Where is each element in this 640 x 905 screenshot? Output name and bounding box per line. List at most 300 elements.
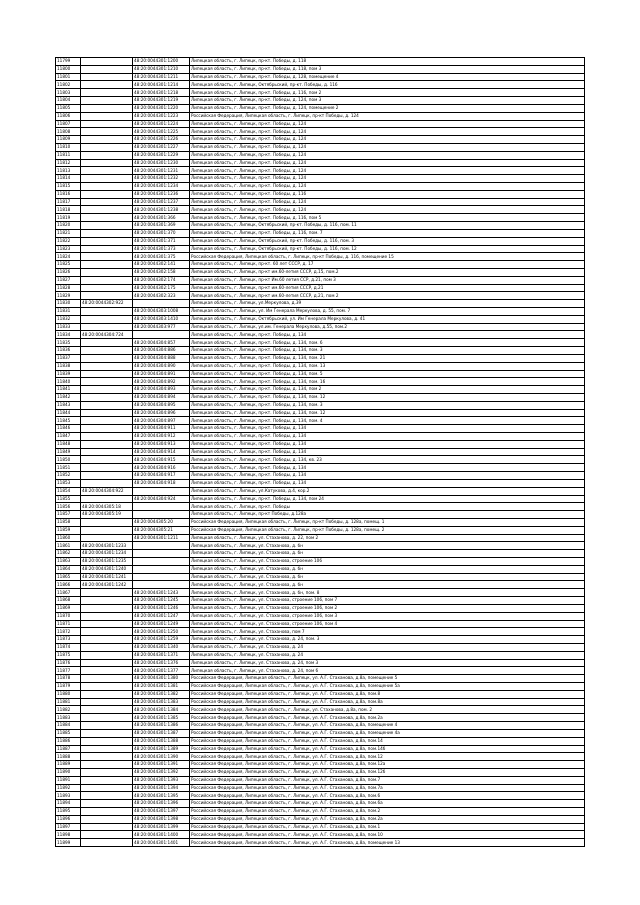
cadastral-number-cell: 48:20:0044301:1230 bbox=[133, 159, 190, 167]
row-number-cell: 11893 bbox=[56, 792, 81, 800]
row-number-cell: 11863 bbox=[56, 558, 81, 566]
address-cell: Липецкая область, г. Липецк, пр-кт. Победы bbox=[190, 503, 585, 511]
cadastral-number-cell: 48:20:0044304:891 bbox=[133, 370, 190, 378]
row-number-cell: 11807 bbox=[56, 120, 81, 128]
address-cell: Липецкая область, г. Липецк, пр-кт. Победы, д. 134, пом. 12 bbox=[190, 409, 585, 417]
table-row bbox=[56, 643, 585, 651]
parent-cadastral-number-cell: 48:20:0044304:724 bbox=[81, 331, 133, 339]
address-cell: Липецкая область, г. Липецк, пр-кт. Победы, д. 134, пом. 4 bbox=[190, 417, 585, 425]
table-row bbox=[56, 128, 585, 136]
cadastral-number-cell: 48:20:0044301:1218 bbox=[133, 89, 190, 97]
row-number-cell: 11889 bbox=[56, 761, 81, 769]
cadastral-number-cell: 48:20:0044304:857 bbox=[133, 339, 190, 347]
table-row bbox=[56, 659, 585, 667]
cadastral-number-cell bbox=[133, 300, 190, 308]
cadastral-number-cell: 48:20:0044304:916 bbox=[133, 464, 190, 472]
row-number-cell: 11872 bbox=[56, 628, 81, 636]
table-row bbox=[56, 339, 585, 347]
address-cell: Российская Федерация, Липецкая область, г. Липецк, ул. А.Г. Стаханова, д.8а, пом.6 bbox=[190, 792, 585, 800]
address-cell: Липецкая область, г. Липецк, Октябрьский, пр-кт. Победы, д. 116, пом. 11 bbox=[190, 222, 585, 230]
row-number-cell: 11851 bbox=[56, 464, 81, 472]
row-number-cell: 11844 bbox=[56, 409, 81, 417]
address-cell: Липецкая область, г. Липецк, пр-кт Им.60 летия ССР, д.21, пом 3 bbox=[190, 276, 585, 284]
cadastral-number-cell: 48:20:0044302:323 bbox=[133, 292, 190, 300]
cadastral-number-cell: 48:20:0044301:1386 bbox=[133, 722, 190, 730]
parent-cadastral-number-cell bbox=[81, 589, 133, 597]
parent-cadastral-number-cell bbox=[81, 347, 133, 355]
table-row bbox=[56, 518, 585, 526]
row-number-cell: 11820 bbox=[56, 222, 81, 230]
address-cell: Липецкая область, г. Липецк, ул. Стаханова, д. 24 bbox=[190, 643, 585, 651]
address-cell: Липецкая область, г. Липецк, Октябрьский, пр-кт. Победы, д. 116 bbox=[190, 81, 585, 89]
table-row bbox=[56, 347, 585, 355]
row-number-cell: 11819 bbox=[56, 214, 81, 222]
row-number-cell: 11832 bbox=[56, 315, 81, 323]
address-cell: Липецкая область, г. Липецк, пр-кт. Победы, д. 116, пом 5 bbox=[190, 214, 585, 222]
table-row bbox=[56, 464, 585, 472]
table-row bbox=[56, 831, 585, 839]
table-row bbox=[56, 190, 585, 198]
table-row bbox=[56, 651, 585, 659]
parent-cadastral-number-cell bbox=[81, 729, 133, 737]
table-row bbox=[56, 167, 585, 175]
parent-cadastral-number-cell bbox=[81, 604, 133, 612]
row-number-cell: 11818 bbox=[56, 206, 81, 214]
cadastral-number-cell: 48:20:0044301:1223 bbox=[133, 112, 190, 120]
parent-cadastral-number-cell bbox=[81, 175, 133, 183]
cadastral-number-cell: 48:20:0044301:1238 bbox=[133, 206, 190, 214]
table-row bbox=[56, 448, 585, 456]
table-row bbox=[56, 362, 585, 370]
row-number-cell: 11890 bbox=[56, 768, 81, 776]
parent-cadastral-number-cell bbox=[81, 440, 133, 448]
cadastral-number-cell: 48:20:0044301:1401 bbox=[133, 839, 190, 847]
table-row bbox=[56, 589, 585, 597]
parent-cadastral-number-cell bbox=[81, 425, 133, 433]
parent-cadastral-number-cell bbox=[81, 284, 133, 292]
table-row bbox=[56, 776, 585, 784]
address-cell: Липецкая область, г. Липецк, пр-кт. Победы, д. 116 bbox=[190, 190, 585, 198]
address-cell: Липецкая область, г. Липецк, Октябрьский, пр-кт. Победы, д. 116, пом. 3 bbox=[190, 237, 585, 245]
table-row bbox=[56, 761, 585, 769]
cadastral-number-cell: 48:20:0044304:896 bbox=[133, 409, 190, 417]
row-number-cell: 11895 bbox=[56, 808, 81, 816]
parent-cadastral-number-cell bbox=[81, 167, 133, 175]
cadastral-number-cell: 48:20:0044304:913 bbox=[133, 440, 190, 448]
parent-cadastral-number-cell bbox=[81, 800, 133, 808]
address-cell: Липецкая область, г. Липецк, пр-кт. Победы, д. 128, помещение 4 bbox=[190, 73, 585, 81]
table-row bbox=[56, 573, 585, 581]
table-row bbox=[56, 753, 585, 761]
address-cell: Липецкая область, г. Липецк, ул. Стаханова, д. бн bbox=[190, 573, 585, 581]
cadastral-number-cell: 48:20:0044301:1231 bbox=[133, 167, 190, 175]
address-cell: Российская Федерация, Липецкая область, г. Липецк, ул. А.Г. Стаханова, д.8а, пом.7а bbox=[190, 784, 585, 792]
row-number-cell: 11806 bbox=[56, 112, 81, 120]
parent-cadastral-number-cell: 48:20:0044301:1234 bbox=[81, 550, 133, 558]
table-row bbox=[56, 815, 585, 823]
address-cell: Липецкая область, г. Липецк, ул. Стаханова, строение 106, пом 4 bbox=[190, 620, 585, 628]
table-row bbox=[56, 331, 585, 339]
cadastral-number-cell: 48:20:0044301:370 bbox=[133, 229, 190, 237]
parent-cadastral-number-cell bbox=[81, 206, 133, 214]
cadastral-number-cell bbox=[133, 331, 190, 339]
cadastral-number-cell: 48:20:0044301:1383 bbox=[133, 698, 190, 706]
table-row bbox=[56, 143, 585, 151]
address-cell: Липецкая область, г. Липецк, пр-кт. Победы, д. 124, помещение 2 bbox=[190, 104, 585, 112]
parent-cadastral-number-cell bbox=[81, 643, 133, 651]
parent-cadastral-number-cell bbox=[81, 362, 133, 370]
address-cell: Российская Федерация, Липецкая область, г. Липецк, ул. А.Г. Стаханова, д.8а, помещение 5а bbox=[190, 683, 585, 691]
parent-cadastral-number-cell bbox=[81, 143, 133, 151]
table-row bbox=[56, 323, 585, 331]
cadastral-number-cell: 48:20:0044301:1388 bbox=[133, 737, 190, 745]
cadastral-number-cell: 48:20:0044301:1376 bbox=[133, 659, 190, 667]
address-cell: Липецкая область, г. Липецк, пр-кт. Победы, д. 124 bbox=[190, 159, 585, 167]
parent-cadastral-number-cell bbox=[81, 628, 133, 636]
row-number-cell: 11898 bbox=[56, 831, 81, 839]
address-cell: Липецкая область, г. Липецк, пр-кт им.60-летия СССР, д.21, пом 2 bbox=[190, 292, 585, 300]
address-cell: Липецкая область, г. Липецк, пр-кт. Победы, д. 134 bbox=[190, 433, 585, 441]
cadastral-number-cell: 48:20:0044304:888 bbox=[133, 354, 190, 362]
parent-cadastral-number-cell bbox=[81, 823, 133, 831]
cadastral-number-cell: 48:20:0044304:897 bbox=[133, 417, 190, 425]
address-cell: Российская Федерация, Липецкая область, г. Липецк, ул. А.Г. Стаханова, д.8а, пом.7 bbox=[190, 776, 585, 784]
parent-cadastral-number-cell bbox=[81, 698, 133, 706]
table-row bbox=[56, 714, 585, 722]
row-number-cell: 11852 bbox=[56, 472, 81, 480]
address-cell: Липецкая область, г. Липецк, пр-кт. Победы, д. 124 bbox=[190, 136, 585, 144]
table-row bbox=[56, 784, 585, 792]
table-row bbox=[56, 745, 585, 753]
address-cell: Российская Федерация, Липецкая область, г. Липецк, пр-кт Победы, д. 128а, помещ. 1 bbox=[190, 518, 585, 526]
parent-cadastral-number-cell bbox=[81, 659, 133, 667]
address-cell: Липецкая область, г. Липецк, ул. Стаханова, строение 106, пом 3 bbox=[190, 612, 585, 620]
parent-cadastral-number-cell bbox=[81, 89, 133, 97]
address-cell: Липецкая область, г. Липецк, ул.им. Генерала Меркулова, д.55, пом.2 bbox=[190, 323, 585, 331]
address-cell: Липецкая область, г. Липецк, пр-кт. Победы, д. 134, пом. 13 bbox=[190, 362, 585, 370]
cadastral-number-cell: 48:20:0044301:1380 bbox=[133, 675, 190, 683]
address-cell: Липецкая область, г. Липецк, ул. Стаханова, д. бн bbox=[190, 542, 585, 550]
row-number-cell: 11846 bbox=[56, 425, 81, 433]
row-number-cell: 11866 bbox=[56, 581, 81, 589]
cadastral-number-cell: 48:20:0044305:21 bbox=[133, 526, 190, 534]
table-row bbox=[56, 433, 585, 441]
address-cell: Липецкая область, г. Липецк, пр-кт. Победы, д. 134, пом. 3 bbox=[190, 347, 585, 355]
cadastral-number-cell: 48:20:0044301:1390 bbox=[133, 753, 190, 761]
address-cell: Липецкая область, г. Липецк, пр-кт. Победы, д. 134 bbox=[190, 464, 585, 472]
cadastral-number-cell: 48:20:0044301:1397 bbox=[133, 808, 190, 816]
address-cell: Российская Федерация, Липецкая область, г. Липецк, ул. Стаханова, д.8а, пом. 2 bbox=[190, 706, 585, 714]
cadastral-number-cell: 48:20:0044301:1243 bbox=[133, 589, 190, 597]
table-row bbox=[56, 245, 585, 253]
address-cell: Российская Федерация, Липецкая область, г. Липецк, ул. А.Г. Стаханова, д.8а, пом.1 bbox=[190, 823, 585, 831]
parent-cadastral-number-cell bbox=[81, 479, 133, 487]
address-cell: Липецкая область, г. Липецк, ул. Им Генерала Меркулова, д. 55, пом. 7 bbox=[190, 308, 585, 316]
registry-table bbox=[55, 57, 585, 847]
parent-cadastral-number-cell: 48:20:0044304:922 bbox=[81, 487, 133, 495]
row-number-cell: 11879 bbox=[56, 683, 81, 691]
table-row bbox=[56, 378, 585, 386]
address-cell: Российская Федерация, Липецкая область, г. Липецк, ул. А.Г. Стаханова, д.8а, пом.8а bbox=[190, 698, 585, 706]
cadastral-number-cell: 48:20:0044301:1232 bbox=[133, 175, 190, 183]
table-row bbox=[56, 276, 585, 284]
address-cell: Российская Федерация, Липецкая область, г. Липецк, ул. А.Г. Стаханова, д.8а, пом.2а bbox=[190, 815, 585, 823]
row-number-cell: 11822 bbox=[56, 237, 81, 245]
row-number-cell: 11873 bbox=[56, 636, 81, 644]
parent-cadastral-number-cell bbox=[81, 292, 133, 300]
parent-cadastral-number-cell bbox=[81, 237, 133, 245]
row-number-cell: 11830 bbox=[56, 300, 81, 308]
cadastral-number-cell: 48:20:0044301:1400 bbox=[133, 831, 190, 839]
address-cell: Липецкая область, г. Липецк, ул.Катукова, д.4, кор.2 bbox=[190, 487, 585, 495]
address-cell: Липецкая область, г. Липецк, пр-кт. Победы, д. 134 bbox=[190, 425, 585, 433]
row-number-cell: 11856 bbox=[56, 503, 81, 511]
row-number-cell: 11888 bbox=[56, 753, 81, 761]
table-row bbox=[56, 73, 585, 81]
table-row bbox=[56, 151, 585, 159]
row-number-cell: 11877 bbox=[56, 667, 81, 675]
table-row bbox=[56, 534, 585, 542]
parent-cadastral-number-cell bbox=[81, 323, 133, 331]
address-cell: Липецкая область, г. Липецк, пр-кт. Победы, д. 118 bbox=[190, 58, 585, 66]
parent-cadastral-number-cell bbox=[81, 706, 133, 714]
registry-table-body bbox=[56, 58, 585, 847]
parent-cadastral-number-cell bbox=[81, 120, 133, 128]
parent-cadastral-number-cell bbox=[81, 495, 133, 503]
table-row bbox=[56, 550, 585, 558]
parent-cadastral-number-cell bbox=[81, 253, 133, 261]
address-cell: Липецкая область, г. Липецк, ул. Стаханова, строение 106, пом 2 bbox=[190, 604, 585, 612]
cadastral-number-cell: 48:20:0044301:1210 bbox=[133, 65, 190, 73]
cadastral-number-cell bbox=[133, 581, 190, 589]
row-number-cell: 11817 bbox=[56, 198, 81, 206]
cadastral-number-cell bbox=[133, 565, 190, 573]
cadastral-number-cell: 48:20:0044304:886 bbox=[133, 347, 190, 355]
address-cell: Липецкая область, г. Липецк, ул. Стаханова, д. 24 bbox=[190, 651, 585, 659]
parent-cadastral-number-cell bbox=[81, 73, 133, 81]
address-cell: Российская Федерация, Липецкая область, г. Липецк, пр-кт Победы, д. 124 bbox=[190, 112, 585, 120]
parent-cadastral-number-cell bbox=[81, 229, 133, 237]
row-number-cell: 11861 bbox=[56, 542, 81, 550]
address-cell: Липецкая область, г. Липецк, пр-кт. Победы, д. 124 bbox=[190, 128, 585, 136]
address-cell: Липецкая область, г. Липецк, пр-кт. Победы, д. 134, пом 24 bbox=[190, 495, 585, 503]
row-number-cell: 11855 bbox=[56, 495, 81, 503]
address-cell: Липецкая область, г. Липецк, пр-кт. Победы, д. 124 bbox=[190, 143, 585, 151]
parent-cadastral-number-cell bbox=[81, 58, 133, 66]
row-number-cell: 11834 bbox=[56, 331, 81, 339]
cadastral-number-cell: 48:20:0044301:369 bbox=[133, 222, 190, 230]
table-row bbox=[56, 729, 585, 737]
parent-cadastral-number-cell bbox=[81, 722, 133, 730]
row-number-cell: 11883 bbox=[56, 714, 81, 722]
parent-cadastral-number-cell bbox=[81, 128, 133, 136]
parent-cadastral-number-cell bbox=[81, 761, 133, 769]
address-cell: Липецкая область, г. Липецк, пр-кт. Победы, д. 134, пом. 5 bbox=[190, 370, 585, 378]
parent-cadastral-number-cell bbox=[81, 690, 133, 698]
row-number-cell: 11860 bbox=[56, 534, 81, 542]
parent-cadastral-number-cell bbox=[81, 448, 133, 456]
address-cell: Липецкая область, г. Липецк, пр-кт. Победы, д. 134 bbox=[190, 448, 585, 456]
cadastral-number-cell: 48:20:0044301:1382 bbox=[133, 690, 190, 698]
row-number-cell: 11827 bbox=[56, 276, 81, 284]
cadastral-number-cell: 48:20:0044301:1220 bbox=[133, 104, 190, 112]
table-row bbox=[56, 472, 585, 480]
row-number-cell: 11803 bbox=[56, 89, 81, 97]
row-number-cell: 11836 bbox=[56, 347, 81, 355]
table-row bbox=[56, 628, 585, 636]
cadastral-number-cell: 48:20:0044301:1389 bbox=[133, 745, 190, 753]
row-number-cell: 11829 bbox=[56, 292, 81, 300]
table-row bbox=[56, 65, 585, 73]
row-number-cell: 11841 bbox=[56, 386, 81, 394]
cadastral-number-cell: 48:20:0044303:1008 bbox=[133, 308, 190, 316]
cadastral-number-cell: 48:20:0044301:1219 bbox=[133, 97, 190, 105]
cadastral-number-cell bbox=[133, 511, 190, 519]
row-number-cell: 11864 bbox=[56, 565, 81, 573]
table-row bbox=[56, 558, 585, 566]
table-row bbox=[56, 136, 585, 144]
cadastral-number-cell: 48:20:0044303:1410 bbox=[133, 315, 190, 323]
row-number-cell: 11847 bbox=[56, 433, 81, 441]
address-cell: Российская Федерация, Липецкая область, г. Липецк, ул. А.Г. Стаханова, д.8а, помещение 4а bbox=[190, 729, 585, 737]
row-number-cell: 11799 bbox=[56, 58, 81, 66]
parent-cadastral-number-cell bbox=[81, 472, 133, 480]
row-number-cell: 11871 bbox=[56, 620, 81, 628]
row-number-cell: 11853 bbox=[56, 479, 81, 487]
address-cell: Российская Федерация, Липецкая область, г. Липецк, пр-кт Победы, д. 116, помещение 15 bbox=[190, 253, 585, 261]
cadastral-number-cell: 48:20:0044301:1340 bbox=[133, 643, 190, 651]
row-number-cell: 11804 bbox=[56, 97, 81, 105]
parent-cadastral-number-cell bbox=[81, 620, 133, 628]
cadastral-number-cell: 48:20:0044301:1234 bbox=[133, 183, 190, 191]
parent-cadastral-number-cell bbox=[81, 534, 133, 542]
cadastral-number-cell: 48:20:0044301:366 bbox=[133, 214, 190, 222]
row-number-cell: 11801 bbox=[56, 73, 81, 81]
table-row bbox=[56, 612, 585, 620]
address-cell: Липецкая область, г. Липецк, пр-кт. Победы, д. 124 bbox=[190, 167, 585, 175]
cadastral-number-cell: 48:20:0044301:373 bbox=[133, 245, 190, 253]
address-cell: Липецкая область, г. Липецк, Октябрьский, пр-кт. Победы, д. 116, пом. 12 bbox=[190, 245, 585, 253]
parent-cadastral-number-cell bbox=[81, 417, 133, 425]
table-row bbox=[56, 97, 585, 105]
parent-cadastral-number-cell bbox=[81, 597, 133, 605]
row-number-cell: 11833 bbox=[56, 323, 81, 331]
parent-cadastral-number-cell: 48:20:0044301:1235 bbox=[81, 558, 133, 566]
table-row bbox=[56, 706, 585, 714]
row-number-cell: 11824 bbox=[56, 253, 81, 261]
cadastral-number-cell: 48:20:0044301:1377 bbox=[133, 667, 190, 675]
parent-cadastral-number-cell bbox=[81, 683, 133, 691]
parent-cadastral-number-cell bbox=[81, 198, 133, 206]
address-cell: Липецкая область, г. Липецк, пр-кт. Победы, д. 124 bbox=[190, 206, 585, 214]
parent-cadastral-number-cell bbox=[81, 65, 133, 73]
table-row bbox=[56, 386, 585, 394]
row-number-cell: 11821 bbox=[56, 229, 81, 237]
parent-cadastral-number-cell: 48:20:0044301:1233 bbox=[81, 542, 133, 550]
cadastral-number-cell bbox=[133, 542, 190, 550]
address-cell: Липецкая область, г. Липецк, пр-кт. Победы, д. 134, пом. 21 bbox=[190, 354, 585, 362]
row-number-cell: 11850 bbox=[56, 456, 81, 464]
table-row bbox=[56, 456, 585, 464]
table-row bbox=[56, 479, 585, 487]
cadastral-number-cell: 48:20:0044301:1384 bbox=[133, 706, 190, 714]
parent-cadastral-number-cell bbox=[81, 433, 133, 441]
address-cell: Российская Федерация, Липецкая область, г. Липецк, ул. А.Г. Стаханова, д.8а, пом.14б bbox=[190, 745, 585, 753]
row-number-cell: 11815 bbox=[56, 183, 81, 191]
cadastral-number-cell: 48:20:0044301:1381 bbox=[133, 683, 190, 691]
parent-cadastral-number-cell: 48:20:0044301:1242 bbox=[81, 581, 133, 589]
table-row bbox=[56, 526, 585, 534]
table-row bbox=[56, 300, 585, 308]
row-number-cell: 11838 bbox=[56, 362, 81, 370]
address-cell: Липецкая область, г. Липецк, пр-кт. Победы, д. 118, пом 3 bbox=[190, 65, 585, 73]
parent-cadastral-number-cell bbox=[81, 190, 133, 198]
table-row bbox=[56, 503, 585, 511]
parent-cadastral-number-cell bbox=[81, 112, 133, 120]
row-number-cell: 11835 bbox=[56, 339, 81, 347]
cadastral-number-cell: 48:20:0044304:895 bbox=[133, 401, 190, 409]
cadastral-number-cell: 48:20:0044301:1214 bbox=[133, 81, 190, 89]
parent-cadastral-number-cell bbox=[81, 97, 133, 105]
table-row bbox=[56, 683, 585, 691]
cadastral-number-cell bbox=[133, 487, 190, 495]
cadastral-number-cell bbox=[133, 573, 190, 581]
row-number-cell: 11812 bbox=[56, 159, 81, 167]
address-cell: Липецкая область, г. Липецк, пр-кт. Победы, д. 134, пом 2 bbox=[190, 386, 585, 394]
address-cell: Липецкая область, г. Липецк, пр-кт. Победы, д. 124, пом 3 bbox=[190, 97, 585, 105]
cadastral-number-cell: 48:20:0044304:915 bbox=[133, 456, 190, 464]
row-number-cell: 11869 bbox=[56, 604, 81, 612]
parent-cadastral-number-cell bbox=[81, 386, 133, 394]
table-row bbox=[56, 120, 585, 128]
row-number-cell: 11874 bbox=[56, 643, 81, 651]
address-cell: Российская Федерация, Липецкая область, г. Липецк, ул. А.Г. Стаханова, д.8а, пом.12б bbox=[190, 768, 585, 776]
cadastral-number-cell: 48:20:0044301:1395 bbox=[133, 792, 190, 800]
address-cell: Липецкая область, г. Липецк, ул. Стаханова, д. 24, пом 6 bbox=[190, 667, 585, 675]
address-cell: Липецкая область, г. Липецк, пр-кт. Победы, д. 116, пом 2 bbox=[190, 89, 585, 97]
row-number-cell: 11828 bbox=[56, 284, 81, 292]
table-row bbox=[56, 315, 585, 323]
address-cell: Липецкая область, г. Липецк, ул. Стаханова, строение 106 bbox=[190, 558, 585, 566]
cadastral-number-cell bbox=[133, 558, 190, 566]
parent-cadastral-number-cell: 48:20:0044305:19 bbox=[81, 511, 133, 519]
address-cell: Российская Федерация, Липецкая область, г. Липецк, пр-кт Победы, д. 128а, помещ. 2 bbox=[190, 526, 585, 534]
parent-cadastral-number-cell bbox=[81, 393, 133, 401]
parent-cadastral-number-cell bbox=[81, 636, 133, 644]
cadastral-number-cell: 48:20:0044304:912 bbox=[133, 433, 190, 441]
cadastral-number-cell bbox=[133, 503, 190, 511]
row-number-cell: 11880 bbox=[56, 690, 81, 698]
parent-cadastral-number-cell bbox=[81, 831, 133, 839]
row-number-cell: 11811 bbox=[56, 151, 81, 159]
table-row bbox=[56, 253, 585, 261]
table-row bbox=[56, 393, 585, 401]
table-row bbox=[56, 487, 585, 495]
address-cell: Российская Федерация, Липецкая область, г. Липецк, ул. А.Г. Стаханова, д.8а, помещение 13 bbox=[190, 839, 585, 847]
cadastral-number-cell: 48:20:0044302:174 bbox=[133, 276, 190, 284]
row-number-cell: 11831 bbox=[56, 308, 81, 316]
parent-cadastral-number-cell bbox=[81, 753, 133, 761]
row-number-cell: 11886 bbox=[56, 737, 81, 745]
address-cell: Липецкая область, г. Липецк, ул. Стаханова, строение 106, пом 7 bbox=[190, 597, 585, 605]
address-cell: Липецкая область, г. Липецк, ул. Стаханова, д. бн, пом. 8 bbox=[190, 589, 585, 597]
address-cell: Липецкая область, г. Липецк, пр-кт. Победы, д. 134 bbox=[190, 472, 585, 480]
table-row bbox=[56, 229, 585, 237]
table-row bbox=[56, 722, 585, 730]
address-cell: Российская Федерация, Липецкая область, г. Липецк, ул. А.Г. Стаханова, д.8а, пом.12 bbox=[190, 753, 585, 761]
parent-cadastral-number-cell bbox=[81, 784, 133, 792]
parent-cadastral-number-cell bbox=[81, 667, 133, 675]
